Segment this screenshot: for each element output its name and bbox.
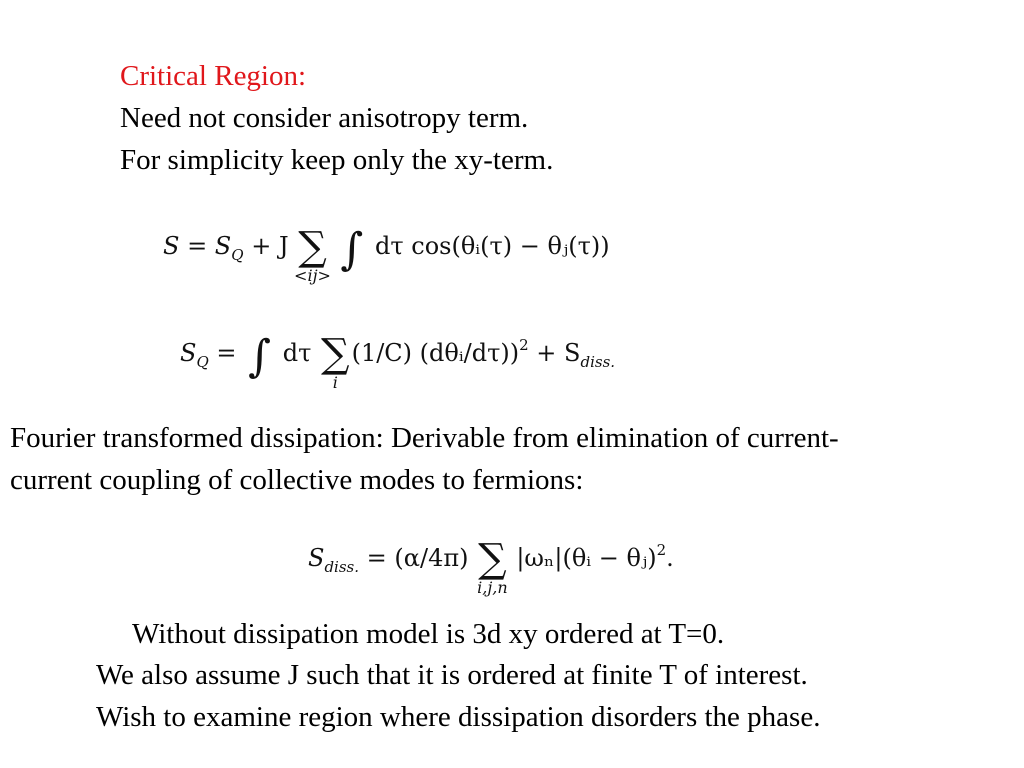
sum-index-ij: <ij> <box>294 266 331 285</box>
eq-sq-body: (1/C) (dθᵢ/dτ)) <box>351 339 520 367</box>
text-footer-line3: Wish to examine region where dissipation disorders the phase. <box>96 701 821 733</box>
sum-index-ijn: i,j,n <box>477 578 508 597</box>
text-fourier-line2: current coupling of collective modes to fermions: <box>10 464 584 496</box>
eq-sdiss-eq: = (α/4π) <box>366 544 469 572</box>
eq-sdiss-power: 2 <box>656 541 667 559</box>
eq-sdiss-lhs-sub: diss. <box>324 558 360 576</box>
eq-sq-lhs: S <box>180 339 197 367</box>
equation-sq <box>180 330 616 392</box>
equation-sdiss <box>308 535 674 597</box>
text-footer-line2: We also assume J such that it is ordered at finite T of interest. <box>96 659 808 691</box>
eq-action-rhs: dτ cos(θᵢ(τ) − θⱼ(τ)) <box>374 232 610 260</box>
text-fourier-line1: Fourier transformed dissipation: Derivable from elimination of current- <box>10 422 839 454</box>
eq-sq-dtau: dτ <box>282 339 312 367</box>
eq-sdiss-body: |ωₙ|(θᵢ − θⱼ) <box>516 544 657 572</box>
summation-symbol: ∑ <ij> <box>294 224 331 285</box>
eq-sdiss-end: . <box>666 544 674 572</box>
eq-sq-equals: = <box>216 339 237 367</box>
eq-sq-power: 2 <box>519 336 529 354</box>
eq-action-lhs: S = S <box>163 232 232 260</box>
summation-symbol: ∑ i <box>321 331 350 392</box>
integral-symbol: ∫ <box>340 224 364 275</box>
integral-symbol: ∫ <box>248 331 272 382</box>
text-simplicity: For simplicity keep only the xy-term. <box>120 144 554 176</box>
text-footer-line1: Without dissipation model is 3d xy ordered at T=0. <box>132 618 725 650</box>
text-anisotropy: Need not consider anisotropy term. <box>120 102 529 134</box>
eq-sq-plus: + S <box>536 339 581 367</box>
eq-sdiss-lhs: S <box>308 544 325 572</box>
sum-index-i: i <box>332 373 338 392</box>
eq-action-lhs-sub: Q <box>231 246 244 264</box>
equation-action <box>163 224 610 285</box>
summation-symbol: ∑ i,j,n <box>477 536 508 597</box>
eq-action-plus-j: + J <box>251 232 289 260</box>
heading-critical-region: Critical Region: <box>120 60 307 92</box>
eq-sq-lhs-sub: Q <box>196 353 209 371</box>
eq-sq-diss-sub: diss. <box>580 353 616 371</box>
